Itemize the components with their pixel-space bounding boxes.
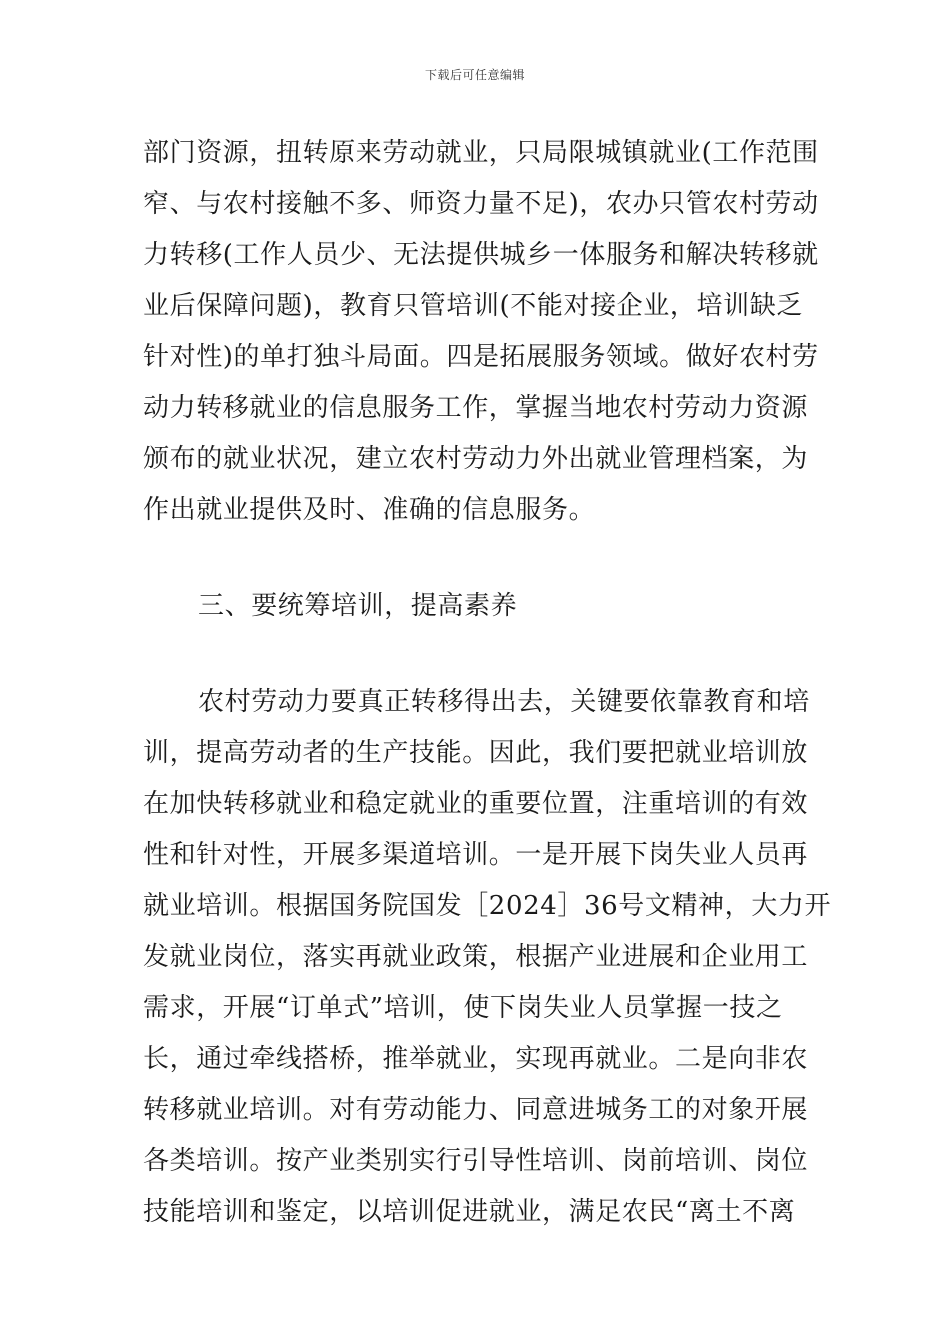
text-line: 性和针对性，开展多渠道培训。一是开展下岗失业人员再 [143, 840, 809, 870]
paragraph [143, 128, 819, 536]
paragraph [143, 677, 832, 1238]
text-line: 需求，开展“订单式”培训，使下岗失业人员掌握一技之 [143, 993, 783, 1023]
document-body [143, 128, 832, 1238]
text-line: 窄、与农村接触不多、师资力量不足)，农办只管农村劳动 [143, 189, 819, 219]
text-line: 就业培训。根据国务院国发［2024］36号文精神，大力开 [143, 891, 832, 921]
text-line: 针对性)的单打独斗局面。四是拓展服务领域。做好农村劳 [143, 342, 819, 372]
text-line: 训，提高劳动者的生产技能。因此，我们要把就业培训放 [143, 738, 809, 768]
document-header-note: 下载后可任意编辑 [424, 68, 525, 82]
text-line: 部门资源，扭转原来劳动就业，只局限城镇就业(工作范围 [143, 138, 819, 168]
text-line: 动力转移就业的信息服务工作，掌握当地农村劳动力资源 [143, 393, 809, 423]
text-line: 农村劳动力要真正转移得出去，关键要依靠教育和培 [198, 687, 810, 717]
section-heading: 三、要统筹培训，提高素养 [198, 591, 518, 621]
text-line: 转移就业培训。对有劳动能力、同意进城务工的对象开展 [143, 1095, 809, 1125]
text-line: 发就业岗位，落实再就业政策，根据产业进展和企业用工 [143, 942, 809, 972]
text-line: 业后保障问题)，教育只管培训(不能对接企业，培训缺乏 [143, 291, 803, 321]
text-line: 各类培训。按产业类别实行引导性培训、岗前培训、岗位 [143, 1146, 809, 1176]
text-line: 作出就业提供及时、准确的信息服务。 [143, 495, 596, 525]
section-heading-block [143, 581, 808, 632]
text-line: 长，通过牵线搭桥，推举就业，实现再就业。二是向非农 [143, 1044, 809, 1074]
text-line: 颁布的就业状况，建立农村劳动力外出就业管理档案，为 [143, 444, 809, 474]
paragraph-gap [143, 632, 808, 677]
text-line: 力转移(工作人员少、无法提供城乡一体服务和解决转移就 [143, 240, 819, 270]
text-line: 在加快转移就业和稳定就业的重要位置，注重培训的有效 [143, 789, 809, 819]
paragraph-gap [143, 536, 808, 581]
text-line: 技能培训和鉴定，以培训促进就业，满足农民“离土不离 [143, 1197, 796, 1227]
